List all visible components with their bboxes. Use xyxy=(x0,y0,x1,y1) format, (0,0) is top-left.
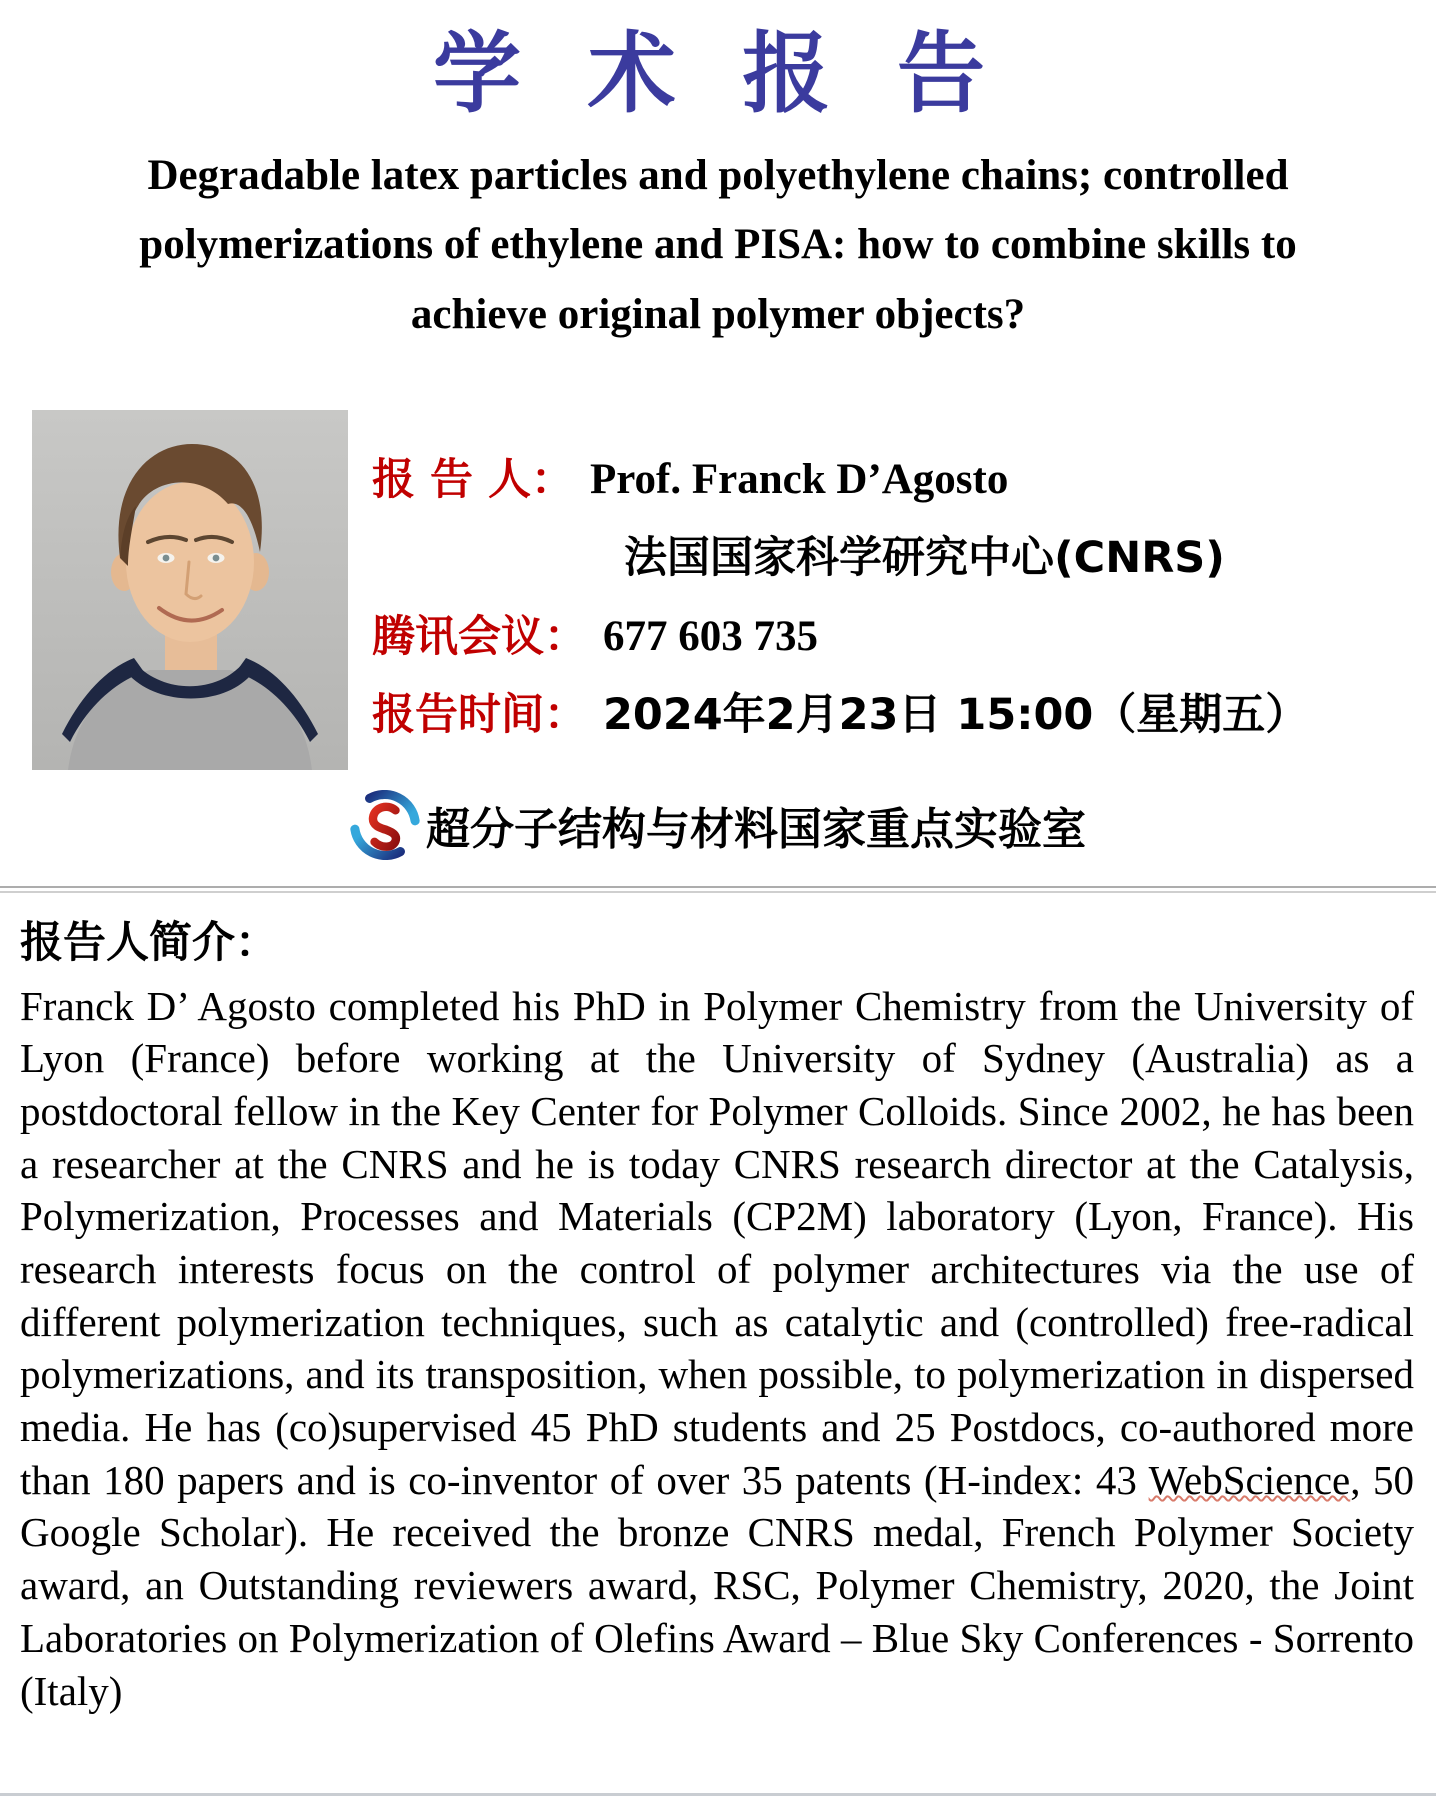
info-row-speaker xyxy=(372,454,1308,506)
time-label: 报告时间： xyxy=(372,690,587,741)
info-row-meeting xyxy=(372,611,1308,663)
bio-heading: 报告人简介： xyxy=(20,917,278,968)
meeting-id: 677 603 735 xyxy=(603,612,818,660)
talk-time: 2024年2月23日 15:00（星期五） xyxy=(603,690,1309,741)
speaker-affiliation: 法国国家科学研究中心(CNRS) xyxy=(624,533,1225,584)
bio-text-after: , 50 Google Scholar). He received the bronze CNRS medal, French Polymer Society award, an Outstanding reviewers award, RSC, Polymer Chemistry, 2020, the Joint Laboratories on Polymerization of Olefins Award – Blue Sky Conferences - Sorrento (Italy) xyxy=(20,1456,1415,1714)
bio-webscience-term: WebScience xyxy=(1148,1456,1351,1503)
speaker-photo xyxy=(32,410,348,770)
meeting-label: 腾讯会议： xyxy=(372,611,587,662)
lab-row xyxy=(0,790,1436,860)
info-row-affiliation xyxy=(372,532,1308,584)
talk-info xyxy=(372,402,1308,768)
affiliation-label-spacer xyxy=(372,532,572,584)
lab-name: 超分子结构与材料国家重点实验室 xyxy=(426,803,1086,855)
section-divider xyxy=(0,886,1436,893)
bottom-hairline xyxy=(0,1793,1436,1796)
speaker-name: Prof. Franck D’Agosto xyxy=(589,455,1009,503)
page-title: 学 术 报 告 xyxy=(433,22,1003,125)
info-row-time xyxy=(372,689,1308,741)
talk-title: Degradable latex particles and polyethylene chains; controlled polymerizations of ethylene and PISA: how to combine skills to achieve original polymer objects? xyxy=(139,151,1297,339)
bio-text-before: Franck D’ Agosto completed his PhD in Polymer Chemistry from the University of Lyon (France) before working at the University of Sydney (Australia) as a postdoctoral fellow in the Key Center for Polymer Colloids. Since 2002, he has been a researcher at the CNRS and he is today CNRS research director at the Catalysis, Polymerization, Processes and Materials (CP2M) laboratory (Lyon, France). His research interests focus on the control of polymer architectures via the use of different polymerization techniques, such as catalytic and (controlled) free-radical polymerizations, and its transposition, when possible, to polymerization in dispersed media. He has (co)supervised 45 PhD students and 25 Postdocs, co-authored more than 180 papers and is co-inventor of over 35 patents (H-index: 43 xyxy=(20,982,1414,1503)
speaker-section xyxy=(32,402,1436,770)
bio-paragraph xyxy=(20,980,1414,1717)
lab-logo-icon xyxy=(350,790,420,860)
speaker-label: 报 告 人： xyxy=(372,454,574,505)
portrait-illustration xyxy=(32,410,348,770)
